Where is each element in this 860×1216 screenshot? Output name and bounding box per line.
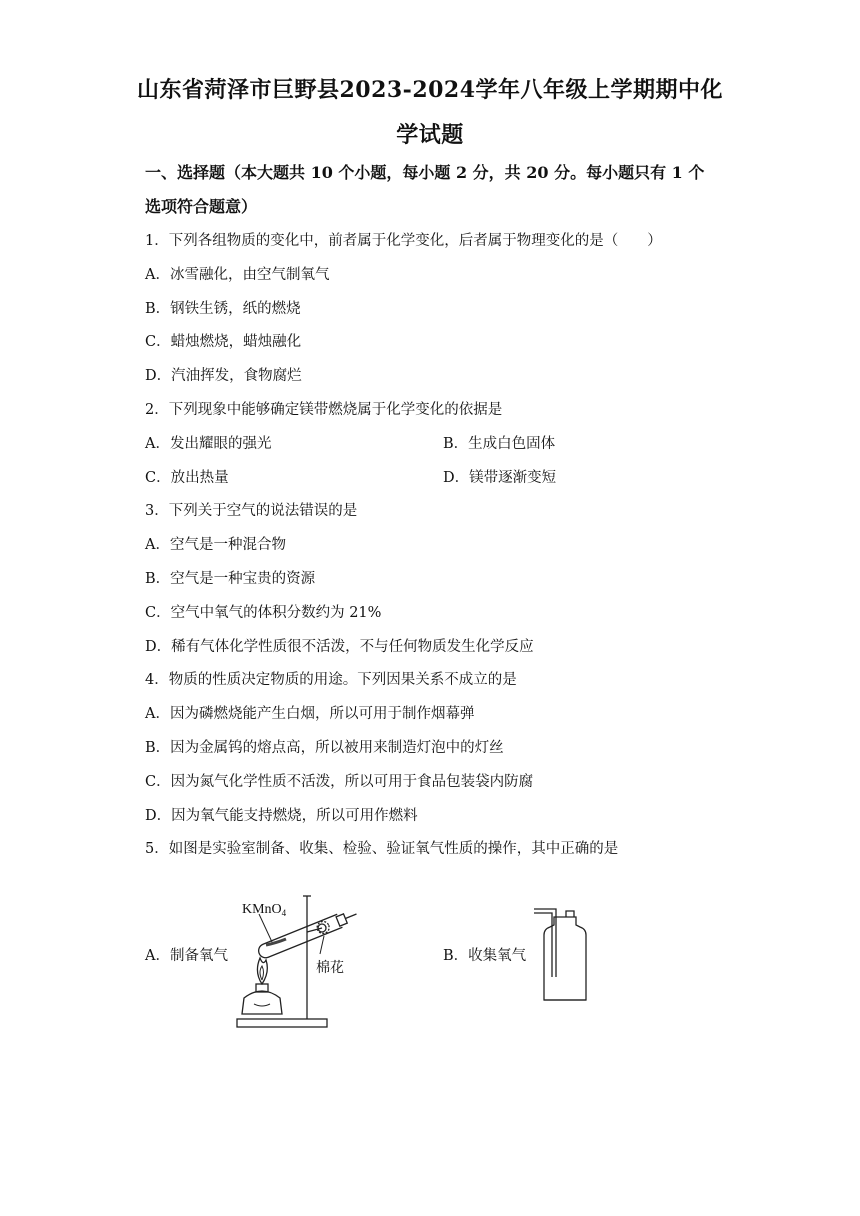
question-1-option-b: B．钢铁生锈，纸的燃烧 bbox=[145, 301, 301, 317]
question-3-option-b: B．空气是一种宝贵的资源 bbox=[145, 571, 316, 587]
exam-title-line1: 山东省菏泽市巨野县2023-2024学年八年级上学期期中化 bbox=[136, 77, 724, 103]
question-2-option-d: D．镁带逐渐变短 bbox=[443, 470, 557, 486]
question-2-option-c: C．放出热量 bbox=[145, 470, 229, 486]
question-2-option-a: A．发出耀眼的强光 bbox=[145, 436, 272, 452]
question-2-stem: 2．下列现象中能够确定镁带燃烧属于化学变化的依据是 bbox=[145, 402, 503, 418]
question-4-option-b: B．因为金属钨的熔点高，所以被用来制造灯泡中的灯丝 bbox=[145, 740, 504, 756]
question-1-option-d: D．汽油挥发，食物腐烂 bbox=[145, 368, 302, 384]
question-3-option-a: A．空气是一种混合物 bbox=[145, 537, 286, 553]
question-2-option-b: B．生成白色固体 bbox=[443, 436, 556, 452]
question-4-stem: 4．物质的性质决定物质的用途。下列因果关系不成立的是 bbox=[145, 672, 517, 688]
alcohol-lamp bbox=[242, 991, 282, 1014]
question-5-option-a: A．制备氧气 bbox=[145, 948, 228, 964]
outlet-tube bbox=[566, 911, 574, 917]
exam-title-line2: 学试题 bbox=[396, 122, 464, 148]
question-1-option-c: C．蜡烛燃烧，蜡烛融化 bbox=[145, 334, 302, 350]
question-4-option-d: D．因为氧气能支持燃烧，所以可用作燃料 bbox=[145, 808, 418, 824]
inlet-tube bbox=[534, 909, 556, 977]
question-1-stem: 1．下列各组物质的变化中，前者属于化学变化，后者属于物理变化的是（ ） bbox=[145, 233, 662, 249]
section-heading-line2: 选项符合题意） bbox=[145, 197, 258, 216]
reagent-label: KMnO$_4$ bbox=[242, 902, 287, 918]
question-4-option-c: C．因为氮气化学性质不活泼，所以可用于食品包装袋内防腐 bbox=[145, 774, 534, 790]
gas-collection-bottle-figure bbox=[530, 905, 600, 1005]
oxygen-preparation-apparatus-figure bbox=[232, 892, 367, 1034]
question-1-option-a: A．冰雪融化，由空气制氧气 bbox=[145, 267, 330, 283]
question-3-option-d: D．稀有气体化学性质很不活泼，不与任何物质发生化学反应 bbox=[145, 639, 534, 655]
question-4-option-a: A．因为磷燃烧能产生白烟，所以可用于制作烟幕弹 bbox=[145, 706, 475, 722]
cotton-label: 棉花 bbox=[316, 960, 344, 976]
section-heading-line1: 一、选择题（本大题共 10 个小题，每小题 2 分，共 20 分。每小题只有 1 个 bbox=[145, 163, 705, 182]
question-5-option-b: B．收集氧气 bbox=[443, 948, 527, 964]
stand-base bbox=[237, 1019, 327, 1027]
question-3-stem: 3．下列关于空气的说法错误的是 bbox=[145, 503, 358, 519]
collection-bottle bbox=[544, 917, 586, 1000]
question-5-stem: 5．如图是实验室制备、收集、检验、验证氧气性质的操作，其中正确的是 bbox=[145, 841, 619, 857]
question-3-option-c: C．空气中氧气的体积分数约为 21% bbox=[145, 605, 382, 621]
